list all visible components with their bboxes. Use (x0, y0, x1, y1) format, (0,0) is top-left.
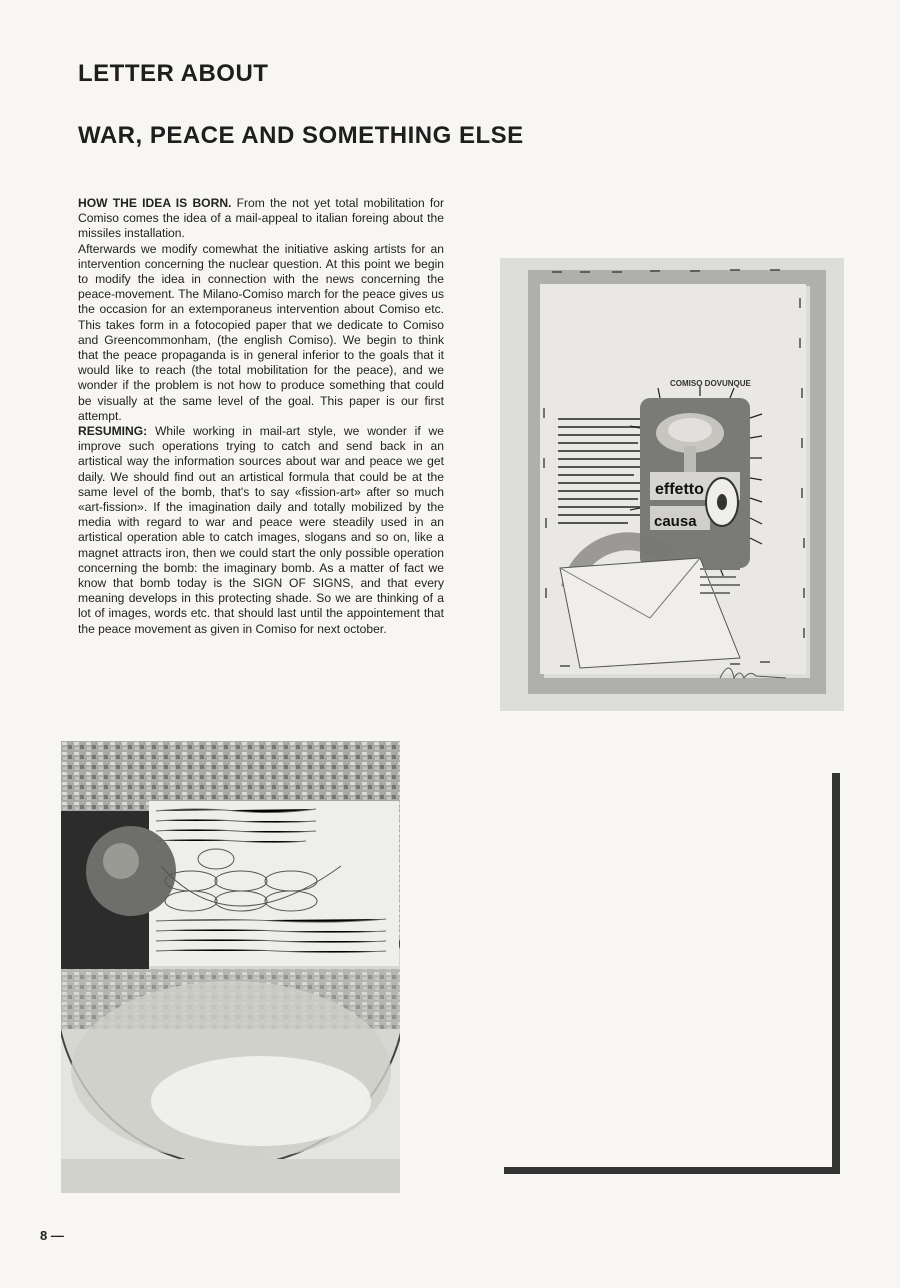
paragraph-1-text: From the not yet total mobilitation for Comiso comes the idea of a mail-appeal to italian foreing about the missiles installation. (78, 196, 444, 241)
paragraph-3 (78, 424, 444, 637)
collage-artwork-image (500, 258, 844, 711)
paragraph-1 (78, 196, 444, 242)
title-line-1: LETTER ABOUT (78, 60, 269, 87)
heading-resuming: RESUMING: (78, 424, 148, 439)
collage-header-text: COMISO DOVUNQUE (670, 379, 751, 388)
article-body (78, 196, 444, 637)
paragraph-2: Afterwards we modify comewhat the initiative asking artists for an intervention concerning the nuclear question. At this point we begin to modify the idea in connection with the news concerning the peace-movement. The Milano-Comiso march for the peace gives us the occasion for an extemporaneus intervention about Comiso etc. This takes form in a fotocopied paper that we dedicate to Comiso and Greencommonham, (the english Comiso). We begin to think that the peace propaganda is in general inferior to the goals that it would like to reach (the total mobilitation for the peace), and we wonder if the problem is not how to produce something that could be visually at the same level of the goal. This paper is our first attempt. (78, 241, 444, 423)
collage-word-effetto: effetto (655, 481, 704, 498)
blank-frame-border (504, 773, 840, 1174)
globe-collage-artwork-image (61, 741, 400, 1193)
collage-word-causa: causa (654, 513, 697, 530)
title-line-2: WAR, PEACE AND SOMETHING ELSE (78, 122, 524, 149)
paragraph-3-text: While working in mail-art style, we wonder if we improve such operations trying to catch and send back in an artistical way the information sources about war and peace we get daily. We should find out an artistical formula that could be at the same level of the bomb, that's to say «fission-art» after so much «art-fission». If the imagination daily and totally mobilized by the media with regard to war and peace were steadily used in an artistical operation able to catch images, slogans and so on, like a magnet attracts iron, then we could start the only possible operation concerning the bomb: the imaginary bomb. As a matter of fact we know that bomb today is the SIGN OF SIGNS, and that every meaning develops in this protecting shade. So we are thinking of a lot of images, words etc. that should last until the appointement that the peace movement as given in Comiso for next october. (78, 424, 444, 636)
page-number: 8 — (40, 1228, 64, 1243)
heading-how-the-idea-is-born: HOW THE IDEA IS BORN. (78, 196, 232, 210)
